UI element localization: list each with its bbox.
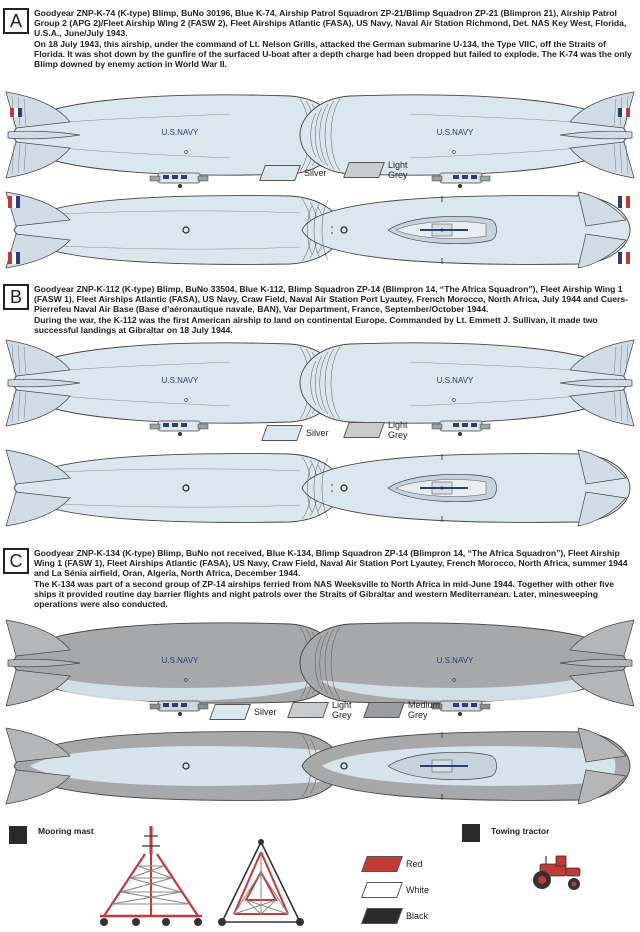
- section-c-airship-bottom-view: [292, 716, 640, 816]
- section-c-paragraph-2: The K-134 was part of a second group of ZP-14 airships ferried from NAS Weeksville to North Africa in mid-June 1944. Together with other five ships it provided routine day barrier flights and night patrols over the Straits of Gibraltar and western Mediterranean. Later, minesweeping operations were also conducted.: [34, 578, 615, 610]
- legend-label: Black: [406, 911, 429, 921]
- section-b-airship-bottom-view: [292, 438, 640, 538]
- section-b-paragraph-2: During the war, the K-112 was the first American airship to land on continental Europe. Commanded by Lt. Emmett J. Sullivan, it made two successful landings at Gibraltar on 18 July 1944.: [34, 314, 598, 335]
- legend-label: Light Grey: [332, 700, 352, 720]
- towing-tractor-marker: [462, 824, 480, 842]
- legend-label: Light Grey: [388, 160, 408, 180]
- section-a-airship-right-profile: [290, 80, 640, 192]
- swatch-light-grey: [343, 162, 385, 178]
- legend-label: Medium Grey: [408, 700, 441, 720]
- section-a-description: [34, 8, 632, 69]
- swatch-silver: [259, 165, 301, 181]
- mooring-mast-marker: [9, 826, 27, 844]
- legend-light-grey: [346, 160, 418, 180]
- mooring-mast-side-view: [96, 826, 206, 930]
- legend-light-grey: [346, 420, 418, 440]
- towing-tractor-illustration: [526, 852, 586, 894]
- section-a-airship-bottom-view: [292, 180, 640, 280]
- swatch-light-grey: [343, 422, 385, 438]
- side-marking-text: U.S.NAVY: [161, 128, 199, 137]
- side-marking-text: U.S.NAVY: [161, 376, 199, 385]
- side-marking-text: U.S.NAVY: [436, 128, 474, 137]
- swatch-red: [361, 856, 403, 872]
- legend-red: [364, 856, 423, 872]
- section-b-paragraph-1: Goodyear ZNP-K-112 (K-type) Blimp, BuNo 33504, Blue K-112, Blimp Squadron ZP-14 (Blimpron 14, “The Africa Squadron”), Fleet Airship Wing 1 (FASW 1), Fleet Airships Atlantic (FASA), US Navy, Craw Field, Naval Air Station Port Lyautey, French Morocco, North Africa, July 1944 and Cuers-Pierrefeu Naval Air Base (Base d’aéronautique navale, BAN), Var Department, France, September/October 1944.: [34, 284, 629, 315]
- towing-tractor-label: Towing tractor: [491, 826, 550, 836]
- legend-black: [364, 908, 428, 924]
- section-letter-b: B: [3, 284, 29, 310]
- section-c-paragraph-1: Goodyear ZNP-K-134 (K-type) Blimp, BuNo not received, Blue K-134, Blimp Squadron ZP-14 (Blimpron 14, “The Africa Squadron”), Fleet Airship Wing 1 (FASW 1), Fleet Airships Atlantic (FASA), US Navy, Craw Field, Naval Air Station Port Lyautey, French Morocco, North Africa, summer 1944 and La Sénia airfield, Oran, Algeria, North Africa, December 1944.: [34, 548, 628, 579]
- mooring-mast-label: Mooring mast: [38, 826, 94, 836]
- legend-label: Light Grey: [388, 420, 408, 440]
- swatch-white: [361, 882, 403, 898]
- legend-label: Red: [406, 859, 423, 869]
- section-letter-c: C: [3, 548, 29, 574]
- mooring-mast-top-view: [216, 838, 306, 930]
- legend-label: Silver: [304, 168, 327, 178]
- legend-label: Silver: [306, 428, 329, 438]
- side-marking-text: U.S.NAVY: [161, 656, 199, 665]
- section-b-airship-right-profile: [290, 328, 640, 440]
- swatch-black: [361, 908, 403, 924]
- section-a-paragraph-2: On 18 July 1943, this airship, under the command of Lt. Nelson Grills, attacked the German submarine U-134, the Type VIIC, off the Straits of Florida. It was shot down by the gunfire of the surfaced U-boat after a depth charge had been dropped but failed to explode. The K-74 was the only Blimp downed by enemy action in World War II.: [34, 38, 632, 70]
- section-a-paragraph-1: Goodyear ZNP-K-74 (K-type) Blimp, BuNo 30196, Blue K-74, Airship Patrol Squadron ZP-21/Blimp Squadron ZP-21 (Blimpron 21), Airship Patrol Group 2 (APG 2)/Fleet Airship Wing 2 (FASW 2), Fleet Airships Atlantic (FASA), US Navy, Naval Air Station Richmond, Det. NAS Key West, Florida, U.S.A., June/July 1943.: [34, 8, 627, 39]
- side-marking-text: U.S.NAVY: [436, 656, 474, 665]
- side-marking-text: U.S.NAVY: [436, 376, 474, 385]
- section-letter-a: A: [3, 8, 29, 34]
- legend-white: [364, 882, 429, 898]
- section-c-description: [34, 548, 632, 609]
- legend-label: Silver: [254, 707, 277, 717]
- legend-silver: [262, 165, 327, 181]
- legend-label: White: [406, 885, 430, 895]
